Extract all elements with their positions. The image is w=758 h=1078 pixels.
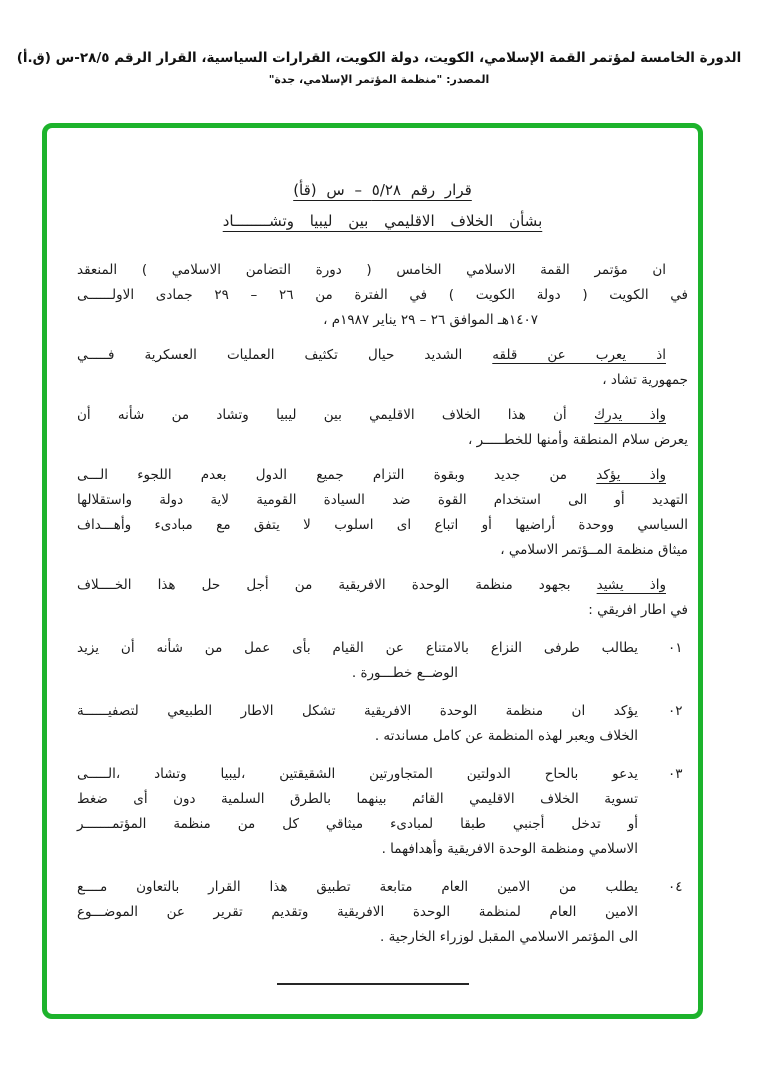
preamble-paragraph bbox=[77, 258, 688, 333]
preamble-paragraph bbox=[77, 403, 688, 453]
preamble-paragraph bbox=[77, 463, 688, 563]
preamble-paragraph bbox=[77, 343, 688, 393]
preamble-lead-phrase: اذ يعرب عن قلقه bbox=[492, 347, 666, 363]
text-line: أو تدخل أجنبي طبقا لمبادىء ميثاقي كل من منظمة المؤتمـــــــر bbox=[77, 816, 638, 832]
document-header bbox=[0, 0, 758, 86]
header-citation: الدورة الخامسة لمؤتمر القمة الإسلامي، الكويت، دولة الكويت، القرارات السياسية، القرار الرقم ٢٨/٥-س (ق.أ) bbox=[16, 50, 742, 66]
text-line: في اطار افريقي : bbox=[588, 602, 688, 618]
resolution-subject-title: بشأن الخلاف الاقليمي بين ليبيا وتشــــــــاد bbox=[222, 212, 543, 230]
text-line: يطالب طرفى النزاع بالامتناع عن القيام بأى عمل من شأنه أن يزيد bbox=[77, 640, 638, 656]
text-line: واذ يؤكد من جديد وبقوة التزام جميع الدول بعدم اللجوء الـــى bbox=[77, 467, 666, 483]
header-source: المصدر: "منظمة المؤتمر الإسلامي، جدة" bbox=[268, 73, 490, 86]
scanned-resolution-page bbox=[47, 128, 698, 950]
preamble-section bbox=[77, 258, 688, 623]
item-text bbox=[77, 636, 638, 686]
text-line: الوضــع خطـــورة . bbox=[351, 665, 458, 681]
text-line: التهديد أو الى استخدام القوة ضد السيادة القومية لاية دولة واستقلالها bbox=[77, 492, 688, 508]
preamble-lead-phrase: واذ يدرك bbox=[593, 407, 666, 423]
text-line: الاسلامي ومنظمة الوحدة الافريقية وأهدافهما . bbox=[381, 841, 638, 857]
text-line: السياسي ووحدة أراضيها أو اتباع اى اسلوب لا يتفق مع مبادىء وأهـــداف bbox=[77, 517, 688, 533]
text-line: يطلب من الامين العام متابعة تطبيق هذا القرار بالتعاون مــــع bbox=[77, 879, 638, 895]
text-line: اذ يعرب عن قلقه الشديد حيال تكثيف العمليات العسكرية فـــــي bbox=[77, 347, 666, 363]
operative-items-section bbox=[77, 636, 688, 950]
item-text bbox=[77, 699, 638, 749]
resolution-title-block bbox=[77, 178, 688, 234]
preamble-lead-phrase: واذ يشيد bbox=[596, 577, 666, 593]
item-number: ٠١ bbox=[668, 640, 683, 656]
text-line: يعرض سلام المنطقة وأمنها للخطـــــر ، bbox=[468, 432, 688, 448]
text-line: تسوية الخلاف الاقليمي القائم بينهما بالطرق السلمية دون أى ضغط bbox=[77, 791, 638, 807]
item-text bbox=[77, 762, 638, 862]
text-line: واذ يدرك أن هذا الخلاف الاقليمي بين ليبيا وتشاد من شأنه أن bbox=[77, 407, 666, 423]
preamble-paragraph bbox=[77, 573, 688, 623]
item-number: ٠٣ bbox=[668, 766, 683, 782]
text-line: ان مؤتمر القمة الاسلامي الخامس ( دورة التضامن الاسلامي ) المنعقد bbox=[77, 262, 666, 278]
item-number: ٠٤ bbox=[668, 879, 683, 895]
resolution-item bbox=[77, 875, 688, 950]
resolution-item bbox=[77, 699, 688, 749]
text-line: الخلاف ويعبر لهذه المنظمة عن كامل مساندته . bbox=[374, 728, 638, 744]
resolution-item bbox=[77, 636, 688, 686]
text-line: ١٤٠٧هـ الموافق ٢٦ – ٢٩ يناير ١٩٨٧م ، bbox=[323, 312, 538, 328]
item-text bbox=[77, 875, 638, 950]
resolution-number-title: قرار رقم ٥/٢٨ – س (قأ) bbox=[293, 181, 472, 199]
text-line: يدعو بالحاح الدولتين المتجاورتين الشقيقتين ،ليبيا وتشاد ،الـــــى bbox=[77, 766, 638, 782]
text-line: جمهورية تشاد ، bbox=[602, 372, 688, 388]
text-line: الامين العام لمنظمة الوحدة الافريقية وتقديم تقرير عن الموضـــوع bbox=[77, 904, 638, 920]
text-line: واذ يشيد بجهود منظمة الوحدة الافريقية من أجل حل هذا الخــــلاف bbox=[77, 577, 666, 593]
green-annotation-frame bbox=[42, 123, 703, 1019]
text-line: يؤكد ان منظمة الوحدة الافريقية تشكل الاطار الطبيعي لتصفيــــــة bbox=[77, 703, 638, 719]
text-line: ميثاق منظمة المــؤتمر الاسلامي ، bbox=[500, 542, 688, 558]
item-number: ٠٢ bbox=[668, 703, 683, 719]
text-line: في الكويت ( دولة الكويت ) في الفترة من ٢٦ – ٢٩ جمادى الاولــــــى bbox=[77, 287, 689, 303]
text-line: الى المؤتمر الاسلامي المقبل لوزراء الخارجية . bbox=[380, 929, 638, 945]
preamble-lead-phrase: واذ يؤكد bbox=[596, 467, 666, 483]
bottom-divider-line bbox=[277, 983, 469, 985]
resolution-item bbox=[77, 762, 688, 862]
